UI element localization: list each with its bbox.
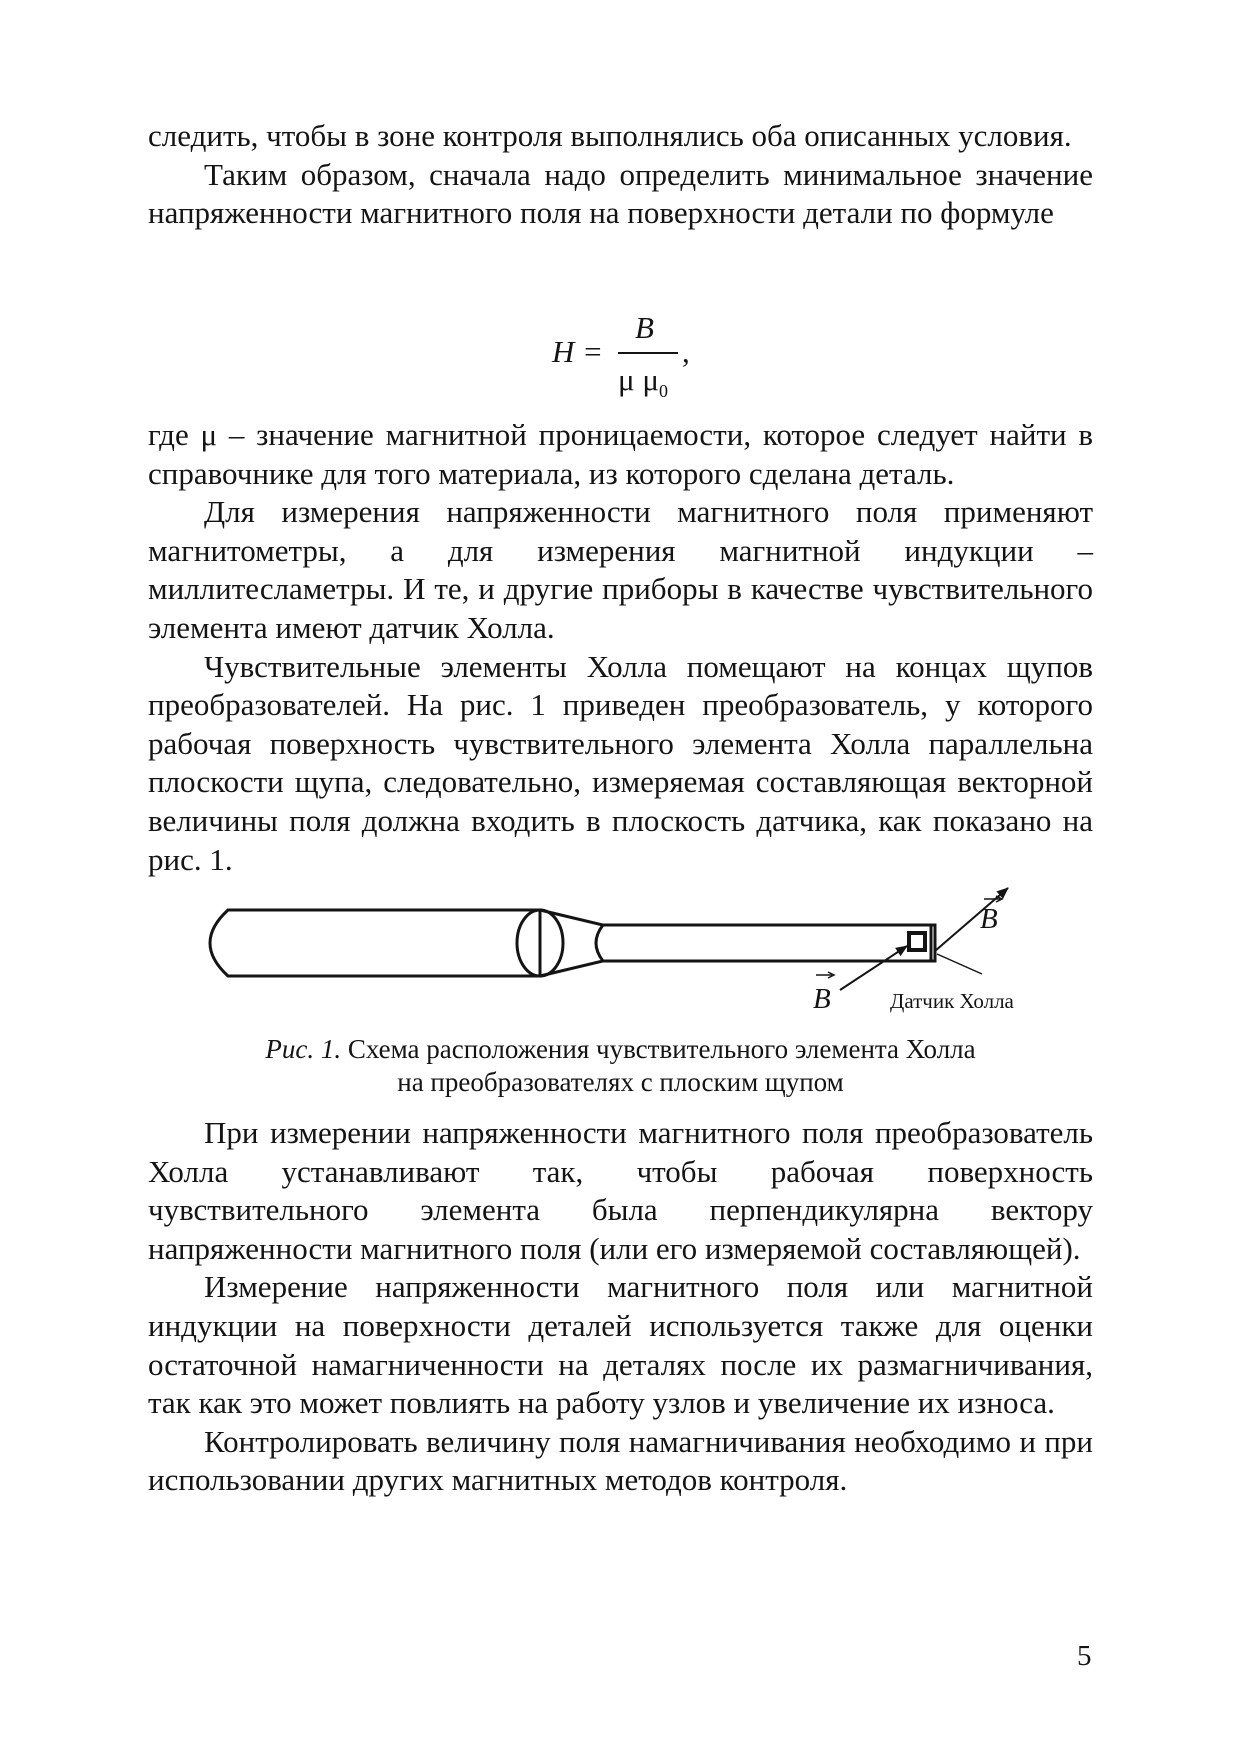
formula-comma: , bbox=[682, 334, 690, 369]
paragraph: Таким образом, сначала надо определить минимальное значение напряженности магнитного поля на поверхности детали по формуле bbox=[148, 156, 1093, 231]
paragraph: При измерении напряженности магнитного поля преобразователь Холла устанавливают так, чтобы рабочая поверхность чувствительного элемента была перпендикулярна вектору напряженности магнитного поля (или его измеряемой составляющей). bbox=[148, 1115, 1093, 1266]
vector-arrow-horizontal bbox=[840, 946, 907, 990]
fraction-bar bbox=[618, 352, 678, 354]
text-block-bottom bbox=[148, 1114, 1093, 1500]
caption-line-2: на преобразователях с плоским щупом bbox=[397, 1067, 844, 1097]
sensor-leader-line bbox=[937, 954, 982, 974]
formula bbox=[552, 312, 712, 404]
formula-lhs: H = bbox=[552, 334, 604, 369]
page-number: 5 bbox=[1077, 1640, 1092, 1672]
text-block-top bbox=[148, 117, 1093, 233]
formula-numerator: B bbox=[635, 310, 654, 345]
formula-denominator-main: μ μ bbox=[618, 362, 659, 397]
probe-rod bbox=[603, 925, 935, 961]
paragraph: Измерение напряженности магнитного поля или магнитной индукции на поверхности деталей используется также для оценки остаточной намагниченности на деталях после их размагничивания, так как это может повлиять на работу узлов и увеличение их износа. bbox=[148, 1269, 1093, 1421]
caption-label: Рис. 1. bbox=[265, 1034, 342, 1064]
sensor-label: Датчик Холла bbox=[890, 989, 1014, 1013]
formula-denominator-sub: 0 bbox=[659, 381, 668, 402]
hall-sensor-element bbox=[909, 926, 935, 960]
caption-text-1: Схема расположения чувствительного элемента Холла bbox=[347, 1034, 976, 1064]
vector-label-left: B bbox=[813, 983, 831, 1015]
figure-caption bbox=[148, 1033, 1093, 1099]
text-block-middle bbox=[148, 416, 1093, 879]
hall-probe-figure bbox=[200, 878, 1060, 1028]
probe-handle bbox=[210, 910, 563, 976]
paragraph: Чувствительные элементы Холла помещают на концах щупов преобразователей. На рис. 1 приведен преобразователь, у которого рабочая поверхность чувствительного элемента Холла параллельна плоскости щупа, следовательно, измеряемая составляющая векторной величины поля должна входить в плоскость датчика, как показано на рис. 1. bbox=[148, 648, 1093, 877]
probe-cone bbox=[540, 910, 603, 976]
formula-denominator bbox=[618, 362, 668, 402]
paragraph: Для измерения напряженности магнитного поля применяют магнитометры, а для измерения магнитной индукции – миллитесламетры. И те, и другие приборы в качестве чувствительного элемента имеют датчик Холла. bbox=[148, 494, 1093, 645]
caption-line-1 bbox=[148, 1033, 1093, 1066]
paragraph: где μ – значение магнитной проницаемости, которое следует найти в справочнике для того материала, из которого сделана деталь. bbox=[148, 417, 1093, 491]
paragraph: Контролировать величину поля намагничивания необходимо и при использовании других магнитных методов контроля. bbox=[148, 1423, 1093, 1498]
paragraph: следить, чтобы в зоне контроля выполнялись оба описанных условия. bbox=[148, 118, 1072, 153]
vector-label-right: B bbox=[980, 903, 998, 935]
